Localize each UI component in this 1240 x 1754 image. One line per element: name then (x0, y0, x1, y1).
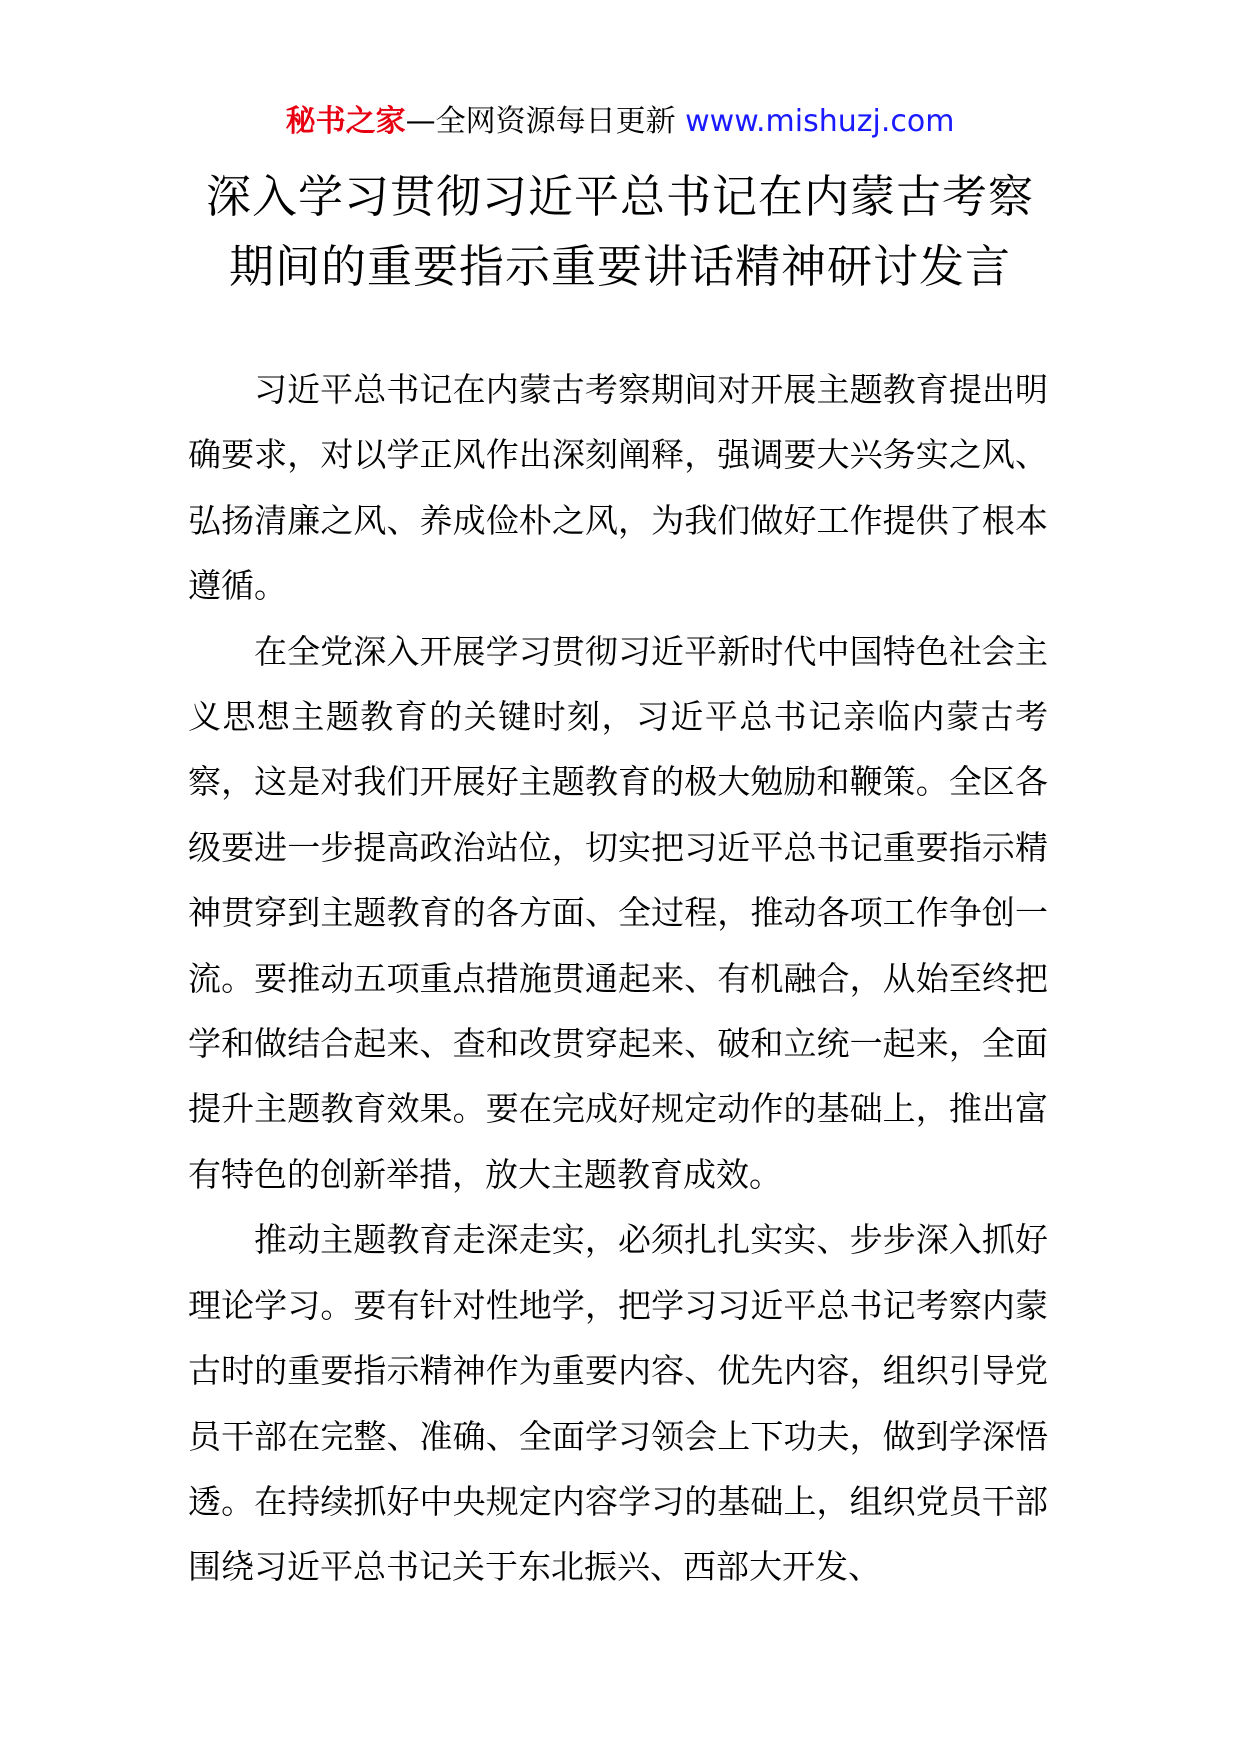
site-tagline: —全网资源每日更新 (405, 104, 676, 139)
paragraph: 习近平总书记在内蒙古考察期间对开展主题教育提出明确要求，对以学正风作出深刻阐释，强调要大兴务实之风、弘扬清廉之风、养成俭朴之风，为我们做好工作提供了根本遵循。 (188, 370, 1048, 606)
site-brand: 秘书之家 (285, 104, 406, 139)
paragraph: 在全党深入开展学习贯彻习近平新时代中国特色社会主义思想主题教育的关键时刻，习近平总书记亲临内蒙古考察，这是对我们开展好主题教育的极大勉励和鞭策。全区各级要进一步提高政治站位，切实把习近平总书记重要指示精神贯穿到主题教育的各方面、全过程，推动各项工作争创一流。要推动五项重点措施贯通起来、有机融合，从始至终把学和做结合起来、查和改贯穿起来、破和立统一起来，全面提升主题教育效果。要在完成好规定动作的基础上，推出富有特色的创新举措，放大主题教育成效。 (188, 631, 1048, 1194)
document-body (188, 357, 1048, 1600)
title-line-1: 深入学习贯彻习近平总书记在内蒙古考察 (205, 170, 1034, 223)
title-line-2: 期间的重要指示重要讲话精神研讨发言 (228, 240, 1011, 293)
document-title (0, 162, 1240, 302)
paragraph: 推动主题教育走深走实，必须扎扎实实、步步深入抓好理论学习。要有针对性地学，把学习习近平总书记考察内蒙古时的重要指示精神作为重要内容、优先内容，组织引导党员干部在完整、准确、全面学习领会上下功夫，做到学深悟透。在持续抓好中央规定内容学习的基础上，组织党员干部围绕习近平总书记关于东北振兴、西部大开发、 (188, 1220, 1048, 1587)
site-url-link[interactable]: www.mishuzj.com (685, 104, 955, 139)
site-header (0, 102, 1240, 142)
